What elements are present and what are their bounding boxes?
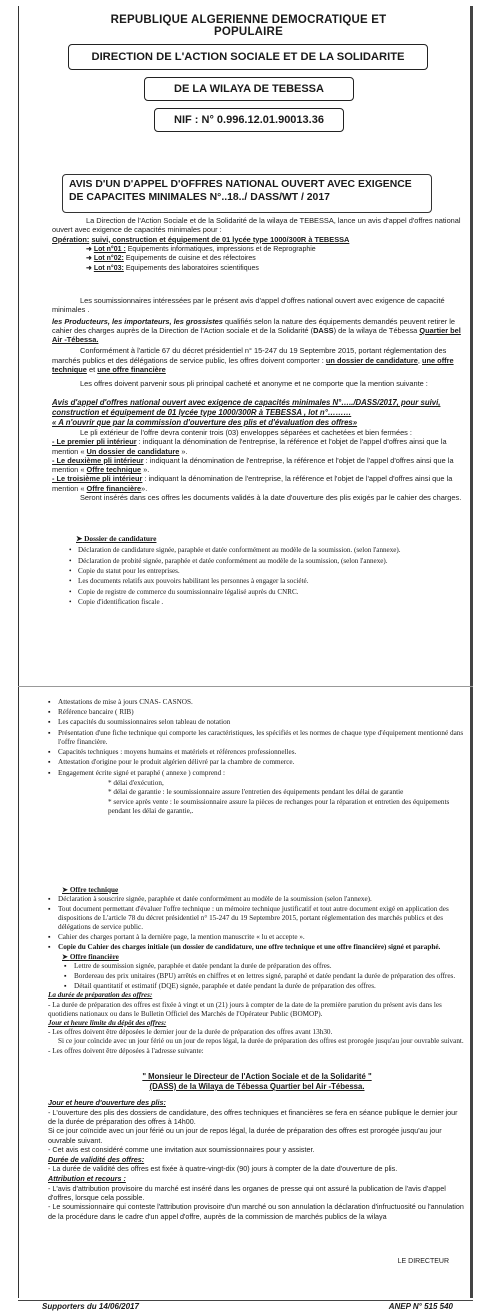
operation-line bbox=[52, 235, 467, 244]
signature: LE DIRECTEUR bbox=[397, 1258, 449, 1265]
mention-subheading: « A n'ouvrir que par la commission d'ouverture des plis et d'évaluation des offres» bbox=[52, 418, 358, 427]
ouverture-text: - Cet avis est considéré comme une invitation aux soumissionnaires pour y assister. bbox=[48, 1145, 315, 1155]
financiere-list bbox=[48, 962, 466, 991]
final-rows bbox=[48, 1098, 466, 1221]
duree-text: - La durée de préparation des offres est fixée à vingt et un (21) jours à compter de la date de la première parution du présent avis dans les quotidiens nationaux ou dans le Bulletin Officiel des Marchés de l'Opérateur Public (BOMOP). bbox=[48, 1000, 442, 1018]
nif-box: NIF : N° 0.996.12.01.90013.36 bbox=[154, 108, 344, 132]
republic-line: REPUBLIQUE ALGERIENNE DEMOCRATIQUE ET POPULAIRE bbox=[110, 14, 387, 38]
dossier-candidature bbox=[62, 534, 432, 609]
list-item: ▪ Engagement écrite signé et paraphé ( annexe ) comprend : bbox=[58, 769, 466, 778]
technique-list bbox=[48, 895, 466, 952]
dossier-heading: ➤ Dossier de candidature bbox=[76, 534, 157, 543]
validite-text: - La durée de validité des offres est fixée à quatre-vingt-dix (90) jours à compter de la date d'ouverture de plis. bbox=[48, 1164, 398, 1174]
recours-text: - L'avis d'attribution provisoire du marché est inséré dans les organes de presse qui ont assuré la publication de l'avis d'appel d'offres, lorsque cela possible. bbox=[48, 1183, 446, 1202]
recours-heading: Attribution et recours : bbox=[48, 1173, 126, 1183]
recours-text: - Le soumissionnaire qui conteste l'attribution provisoire d'un marché ou son annulation la déclaration d'infructuosité ou l'annulation de la procédure dans le cadre d'un appel d'offre, auprès de la commission de marchés publics de la wilaya bbox=[48, 1202, 464, 1221]
soumissionnaires-paragraph: Les soumissionnaires intéressées par le présent avis d'appel d'offres national ouvert avec exigence de capacité minimales . bbox=[52, 296, 445, 315]
intro-section bbox=[52, 216, 467, 273]
list-item: • Les documents relatifs aux pouvoirs habilitant les personnes à engager la société. bbox=[78, 577, 432, 586]
lot-item: ➜ Lot n°03: Equipements des laboratoires scientifiques bbox=[86, 264, 259, 272]
list-item: ▪ Copie du Cahier des charges initiale (un dossier de candidature, une offre technique et une offre financière) signé et paraphé. bbox=[58, 943, 466, 952]
engagement-item: * délai de garantie : le soumissionnaire assure l'entretien des équipements pendant les délai de garantie bbox=[108, 788, 404, 797]
notice-title: AVIS D'UN D'APPEL D'OFFRES NATIONAL OUVERT AVEC EXIGENCE DE CAPACITES MINIMALES N°..18../ DASS/WT / 2017 bbox=[62, 174, 432, 213]
attestations-section bbox=[48, 698, 466, 816]
envelopes-section bbox=[52, 398, 467, 502]
footer-left: Supporters du 14/06/2017 bbox=[42, 1302, 139, 1311]
list-item: ▪ Détail quantitatif et estimatif (DQE) signée, paraphée et datée pendant la durée de préparation des offres. bbox=[74, 982, 466, 991]
jour-text: Si ce jour coïncide avec un jour férié ou un jour de repos légal, la durée de préparation des offres est prorogée jusqu'au jour ouvrable suivant. bbox=[58, 1037, 464, 1046]
triangle-icon: ➤ bbox=[76, 534, 83, 543]
header bbox=[76, 14, 421, 139]
triangle-icon: ➤ bbox=[62, 886, 69, 894]
list-item: ▪ Déclaration à souscrire signée, paraphée et datée conformément au modèle de la soumission (selon l'annexe). bbox=[58, 895, 466, 904]
footer bbox=[18, 1300, 473, 1312]
lot-item: ➜ Lot n°01 : Equipements informatiques, impressions et de Reprographie bbox=[86, 245, 316, 253]
technique-heading: ➤ Offre technique bbox=[62, 886, 119, 894]
intro-paragraph: La Direction de l'Action Sociale et de la Solidarité de la wilaya de TEBESSA, lance un avis d'appel d'offres national ouvert avec exigence de capacités minimales pour : bbox=[52, 216, 461, 235]
list-item: ▪ Tout document permettant d'évaluer l'offre technique : un mémoire technique justificatif et tout autre document exigé en application des dispositions de L'article 78 du décret présidentiel n° 15-247 du 19 Septembre 2015, portant réglementation des marchés publics et des délégations de service public. bbox=[58, 905, 466, 933]
list-item: • Copie du statut pour les entreprises. bbox=[78, 567, 432, 576]
duree-heading: La durée de préparation des offres: bbox=[48, 991, 153, 1000]
arrow-icon: ➜ bbox=[86, 264, 92, 272]
list-item: ▪ Attestation d'origine pour le produit algérien délivré par la chambre de commerce. bbox=[58, 758, 466, 767]
list-item: ▪ Lettre de soumission signée, paraphée et datée pendant la durée de préparation des offres. bbox=[74, 962, 466, 971]
conditions-section bbox=[52, 296, 467, 391]
mention-paragraph: Les offres doivent parvenir sous pli principal cacheté et anonyme et ne comporte que la mention suivante : bbox=[80, 379, 428, 389]
operation-label: Opération: bbox=[52, 234, 90, 244]
list-item: • Copie de registre de commerce du soumissionnaire légalisé auprès du CNRC. bbox=[78, 588, 432, 597]
envelope-intro: Le pli extérieur de l'offre devra contenir trois (03) enveloppes séparées et cachetées et bien fermées : bbox=[80, 428, 412, 437]
notice-page bbox=[18, 6, 473, 1298]
right-border bbox=[470, 6, 473, 1298]
direction-box: DIRECTION DE L'ACTION SOCIALE ET DE LA SOLIDARITE bbox=[68, 44, 428, 70]
dossier-list bbox=[62, 546, 432, 607]
list-item: ▪ Bordereau des prix unitaires (BPU) arrêtés en chiffres et en lettres signé, paraphé et datée pendant la durée de préparation des offres. bbox=[74, 972, 466, 981]
financiere-heading: ➤ Offre financière bbox=[62, 952, 119, 961]
footer-right: ANEP N° 515 540 bbox=[388, 1302, 453, 1311]
arrow-icon: ➜ bbox=[86, 255, 92, 263]
list-item: ▪ Attestations de mise à jours CNAS- CASNOS. bbox=[58, 698, 466, 707]
validite-heading: Durée de validité des offres: bbox=[48, 1154, 145, 1164]
documents-paragraph: Seront insérés dans ces offres les documents validés à la date d'ouverture des plis exigés par le cahier des charges. bbox=[80, 493, 462, 503]
regulation-paragraph: Conformément à l'article 67 du décret présidentiel n° 15-247 du 19 Septembre 2015, portant réglementation des marchés publics et des délégations de service public, les offres doivent comporter : un dossier de candidature, une offre technique et une offre financière bbox=[52, 346, 454, 375]
list-item: ▪ Les capacités du soumissionnaires selon tableau de notation bbox=[58, 718, 466, 727]
envelope-3: - Le troisième pli intérieur : indiquant la dénomination de l'entreprise, la référence et l'objet de l'appel d'offres ainsi que la mention « Offre financière». bbox=[52, 474, 453, 493]
wilaya-box: DE LA WILAYA DE TEBESSA bbox=[144, 77, 354, 101]
column-divider bbox=[18, 686, 473, 687]
ouverture-text: - L'ouverture des plis des dossiers de candidature, des offres techniques et financières se fera en séance publique le dernier jour de la durée de préparation des offres à 14h00. bbox=[48, 1107, 458, 1126]
ouverture-text: Si ce jour coïncide avec un jour férié ou un jour de repos légal, la durée de préparation des offres est prorogée jusqu'au jour ouvrable suivant. bbox=[48, 1126, 442, 1145]
lot-item: ➜ Lot n°02: Equipements de cuisine et des réfectoires bbox=[86, 255, 256, 263]
list-item: ▪ Présentation d'une fiche technique qui comporte les caractéristiques, les spécifiés et les normes de chaque type d'équipement mentionné dans l'offre financière. bbox=[58, 729, 466, 748]
list-item: • Copie d'identification fiscale . bbox=[78, 598, 432, 607]
jour-text: - Les offres doivent être déposées le dernier jour de la durée de préparation des offres avant 13h30. bbox=[48, 1028, 333, 1037]
final-section bbox=[48, 1068, 466, 1221]
attestations-list bbox=[48, 698, 466, 778]
engagement-item: * délai d'exécution, bbox=[108, 778, 164, 787]
jour-text: - Les offres doivent être déposées à l'adresse suivante: bbox=[48, 1046, 204, 1055]
list-item: ▪ Référence bancaire ( RIB) bbox=[58, 708, 466, 717]
lots-list bbox=[52, 245, 467, 273]
list-item: • Déclaration de probité signée, paraphée et datée conformément au modèle de la soumission, (selon l'annexe). bbox=[78, 557, 432, 566]
triangle-icon: ➤ bbox=[62, 952, 69, 961]
envelope-1: - Le premier pli intérieur : indiquant la dénomination de l'entreprise, la référence et l'objet de l'appel d'offres ainsi que la mention « Un dossier de candidature ». bbox=[52, 437, 447, 456]
engagement-item: * service après vente : le soumissionnaire assure la pièces de rechanges pour la réparation et entretien des équipements pendant les délai de garantie,. bbox=[108, 797, 450, 816]
envelope-2: - Le deuxième pli intérieur : indiquant la dénomination de l'entreprise, la référence et l'objet de l'appel d'offres ainsi que la mention « Offre technique ». bbox=[52, 455, 454, 475]
list-item: ▪ Capacités techniques : moyens humains et matériels et références professionnelles. bbox=[58, 748, 466, 757]
offre-technique-section bbox=[48, 886, 466, 1056]
operation-text: suivi, construction et équipement de 01 lycée type 1000/300R à TEBESSA bbox=[91, 234, 350, 244]
list-item: • Déclaration de candidature signée, paraphée et datée conformément au modèle de la soumission. (selon l'annexe). bbox=[78, 546, 432, 555]
eligibility-paragraph: les Producteurs, les importateurs, les grossistes qualifiés selon la nature des équipements demandés peuvent retirer le cahier des charges auprès de la Direction de l'Action sociale et de la Solidarité (DASS) de la wilaya de Tébessa Quartier bel Air -Tébessa. bbox=[52, 316, 461, 345]
jour-heading: Jour et heure limite du dépôt des offres: bbox=[48, 1019, 167, 1027]
arrow-icon: ➜ bbox=[86, 245, 92, 253]
address-block: " Monsieur le Directeur de l'Action Sociale et de la Solidarité " (DASS) de la Wilaya de Tébessa Quartier bel Air -Tébessa. bbox=[142, 1072, 372, 1091]
mention-heading: Avis d'appel d'offres national ouvert avec exigence de capacités minimales N°…../DASS/2017, pour suivi, construction et équipement de 01 lycée type 1000/300R à TEBESSA , lot n°……… bbox=[52, 398, 441, 417]
ouverture-heading: Jour et heure d'ouverture des plis: bbox=[48, 1098, 166, 1107]
list-item: ▪ Cahier des charges portant à la dernière page, la mention manuscrite « lu et accepte ». bbox=[58, 933, 466, 942]
